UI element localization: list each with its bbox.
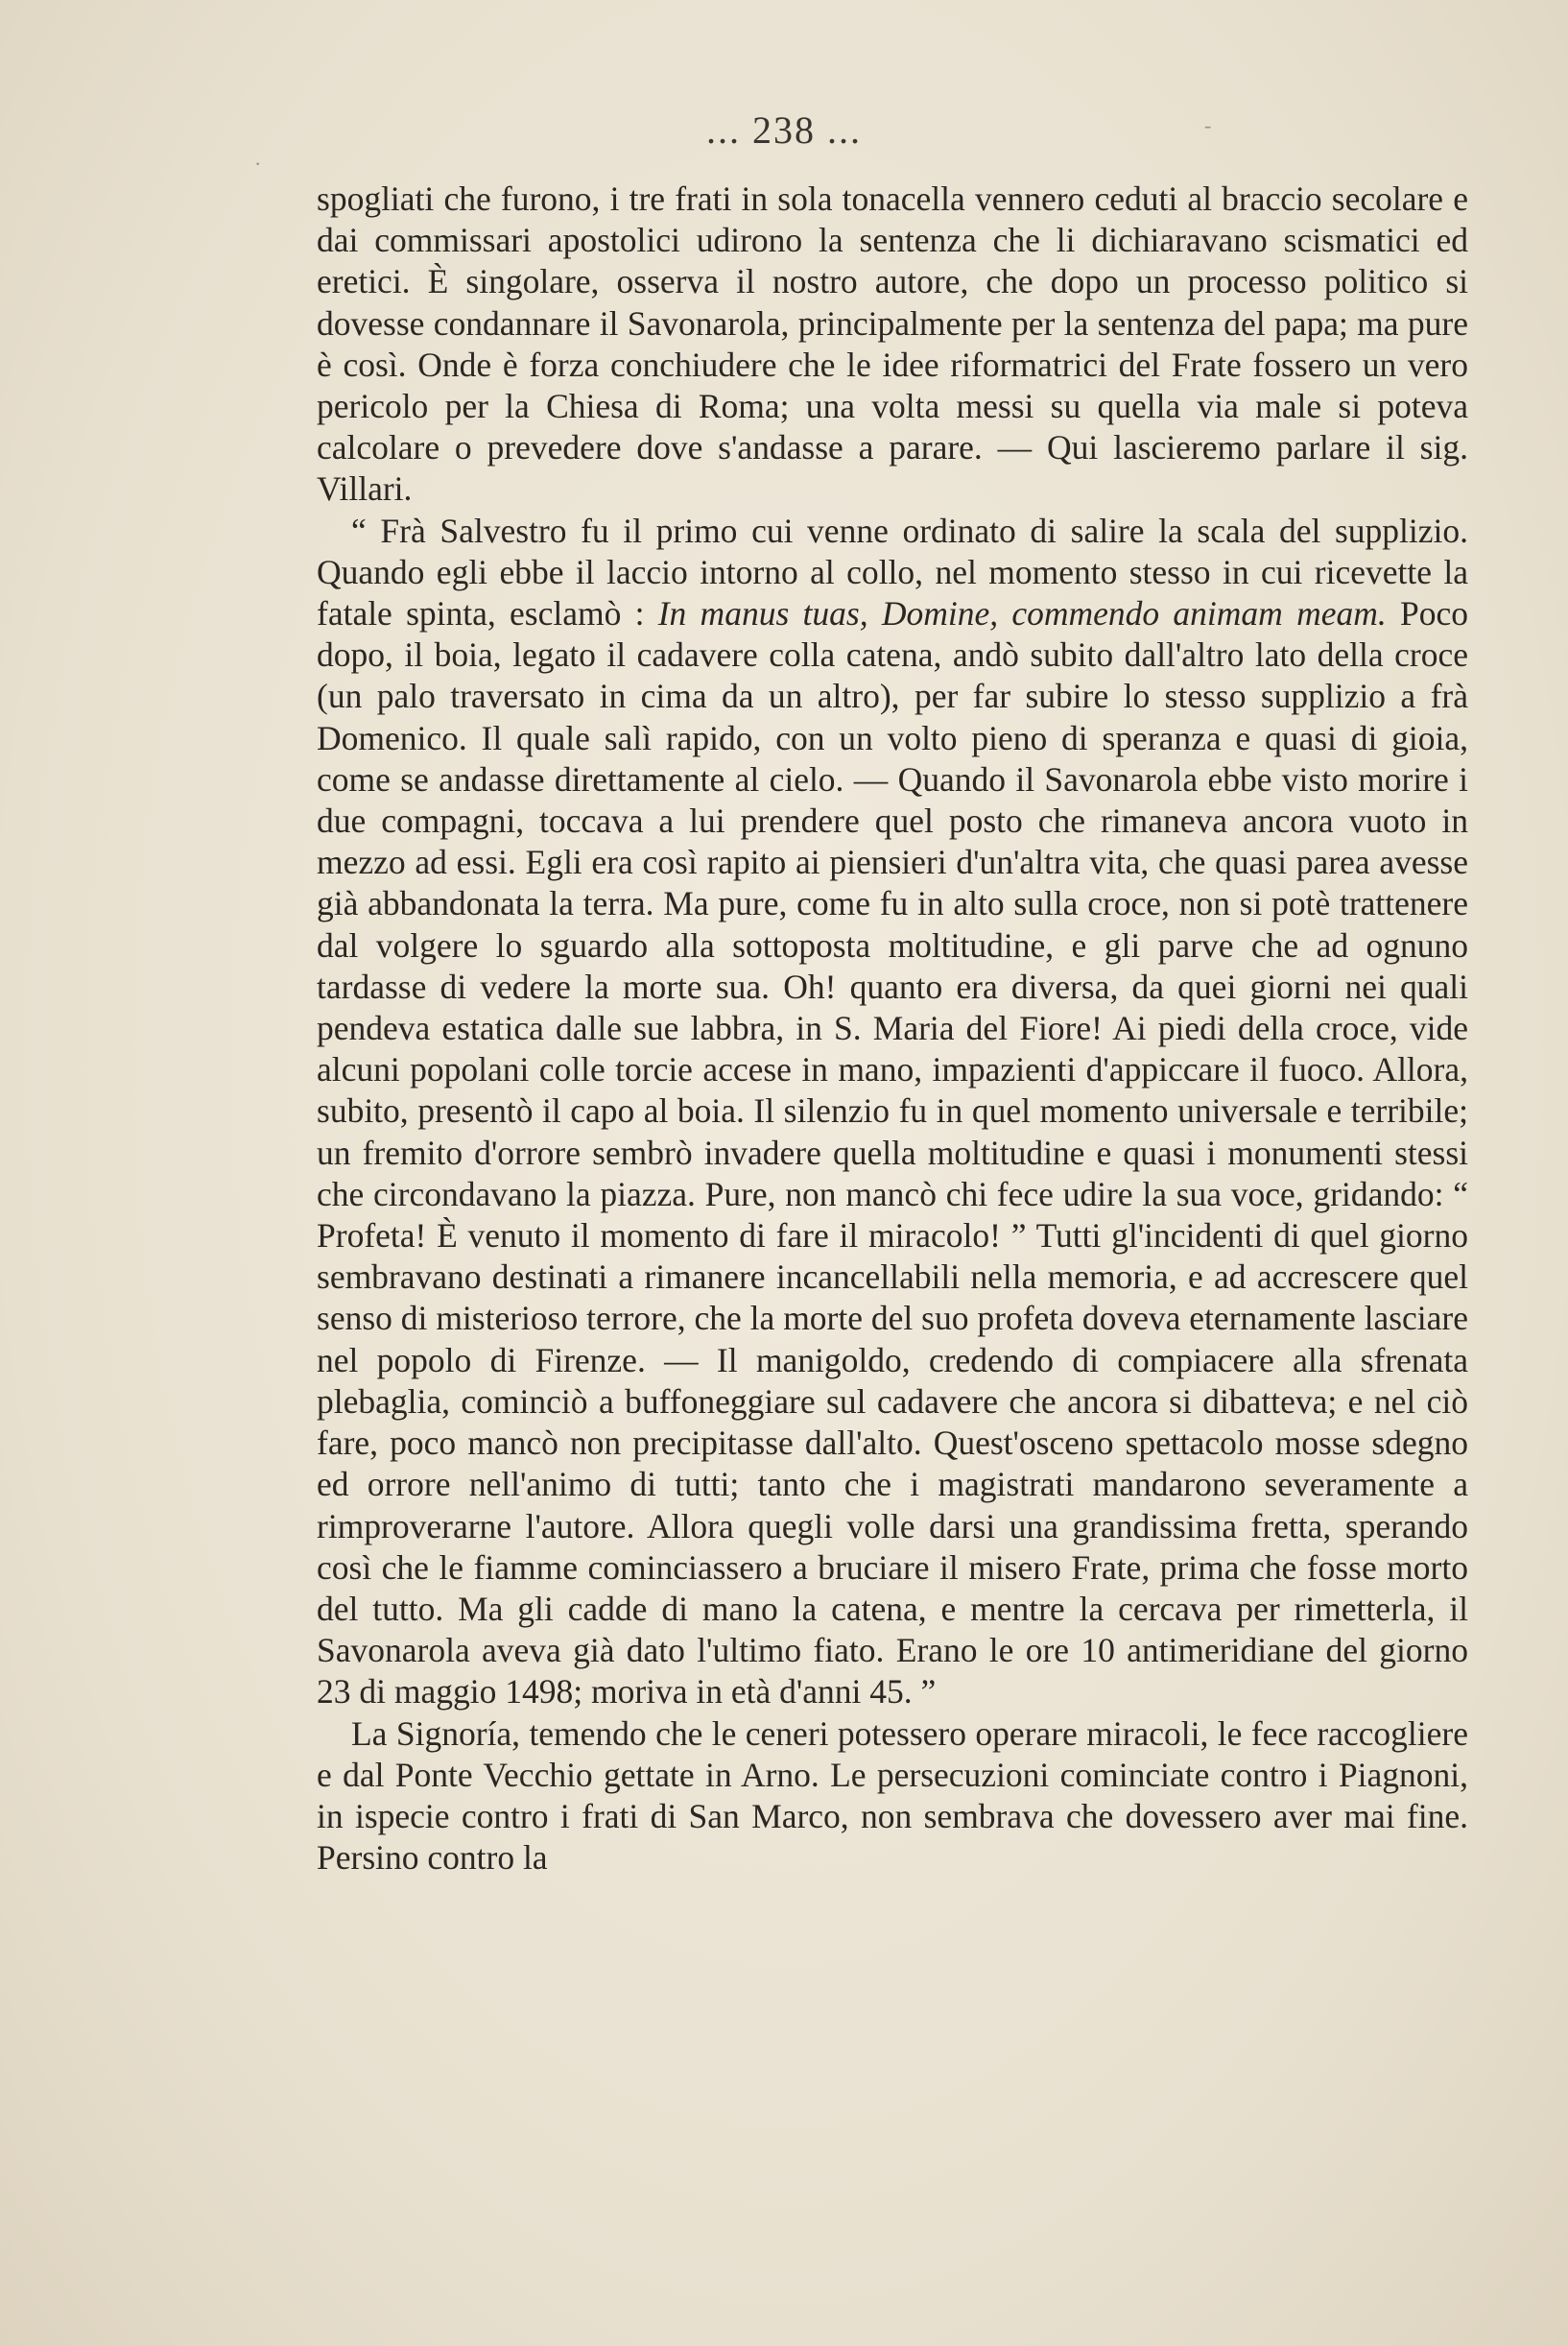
page-number-header: ... 238 ...: [706, 108, 862, 152]
margin-speck: ·: [254, 152, 262, 176]
paragraph-1-text: spogliati che furono, i tre frati in sola tonacella vennero ceduti al braccio secolare e dai commissari apostolici udirono la sentenza che li dichiaravano scismatici ed eretici. È singolare, osserva il nostro autore, che dopo un processo politico si dovesse condannare il Savonarola, principalmente per la sentenza del papa; ma pure è così. Onde è forza conchiudere che le idee riformatrici del Frate fossero un vero pericolo per la Chiesa di Roma; una volta messi su quella via male si poteva calcolare o prevedere dove s'andasse a parare. — Qui lascieremo parlare il sig. Villari.: [317, 180, 1468, 509]
body-text: [317, 179, 1468, 1879]
latin-quote: In manus tuas, Domine, commendo animam meam.: [657, 594, 1387, 634]
paragraph-1: [317, 179, 1468, 511]
paragraph-2-quote: [317, 511, 1468, 1713]
margin-dash: -: [1204, 113, 1212, 137]
paragraph-2-text-end: Poco dopo, il boia, legato il cadavere colla catena, andò subito dall'altro lato della croce (un palo traversato in cima da un altro), per far subire lo stesso supplizio a frà Domenico. Il quale salì rapido, con un volto pieno di speranza e quasi di gioia, come se andasse direttamente al cielo. — Quando il Savonarola ebbe visto morire i due compagni, toccava a lui prendere quel posto che rimaneva ancora vuoto in mezzo ad essi. Egli era così rapito ai piensieri d'un'altra vita, che quasi parea avesse già abbandonata la terra. Ma pure, come fu in alto sulla croce, non si potè trattenere dal volgere lo sguardo alla sottoposta moltitudine, e gli parve che ad ognuno tardasse di vedere la morte sua. Oh! quanto era diversa, da quei giorni nei quali pendeva estatica dalle sue labbra, in S. Maria del Fiore! Ai piedi della croce, vide alcuni popolani colle torcie accese in mano, impazienti d'appiccare il fuoco. Allora, subito, presentò il capo al boia. Il silenzio fu in quel momento universale e terribile; un fremito d'orrore sembrò invadere quella moltitudine e quasi i monumenti stessi che circondavano la piazza. Pure, non mancò chi fece udire la sua voce, gridando: “ Profeta! È venuto il momento di fare il miracolo! ” Tutti gl'incidenti di quel giorno sembravano destinati a rimanere incancellabili nella memoria, e ad accrescere quel senso di misterioso terrore, che la morte del suo profeta doveva eternamente lasciare nel popolo di Firenze. — Il manigoldo, credendo di compiacere alla sfrenata plebaglia, cominciò a buffoneggiare sul cadavere che ancora si dibatteva; e nel ciò fare, poco mancò non precipitasse dall'alto. Quest'osceno spettacolo mosse sdegno ed orrore nell'animo di tutti; tanto che i magistrati mandarono severamente a rimproverarne l'autore. Allora quegli volle darsi una grandissima fretta, sperando così che le fiamme cominciassero a bruciare il misero Frate, prima che fosse morto del tutto. Ma gli cadde di mano la catena, e mentre la cercava per rimetterla, il Savonarola aveva già dato l'ultimo fiato. Erano le ore 10 antimeridiane del giorno 23 di maggio 1498; moriva in età d'anni 45. ”: [317, 594, 1468, 1712]
paragraph-3-text: La Signoría, temendo che le ceneri potessero operare miracoli, le fece raccogliere e dal Ponte Vecchio gettate in Arno. Le persecuzioni cominciate contro i Piagnoni, in ispecie contro i frati di San Marco, non sembrava che dovessero aver mai fine. Persino contro la: [317, 1713, 1468, 1878]
paragraph-2-text-start: “ Frà Salvestro fu il primo cui venne ordinato di salire la scala del supplizio. Quando egli ebbe il laccio intorno al collo, nel momento stesso in cui ricevette la fatale spinta, esclamò :: [317, 511, 1468, 634]
paragraph-3: [317, 1713, 1468, 1879]
